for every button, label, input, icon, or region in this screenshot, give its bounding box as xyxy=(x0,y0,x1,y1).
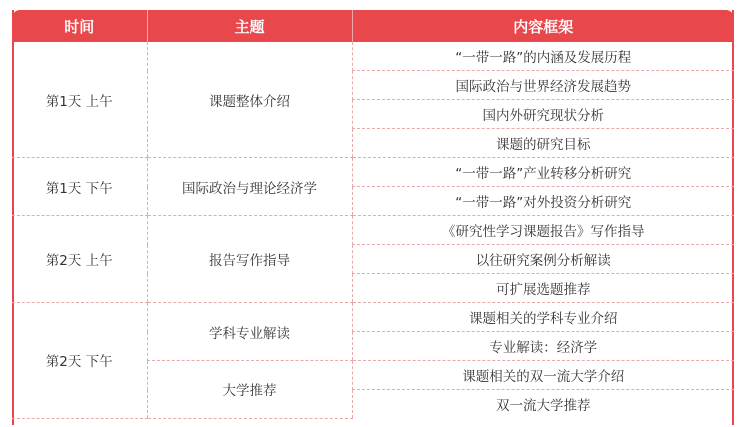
content-cell: 课题的研究目标 xyxy=(352,129,734,158)
table-row xyxy=(12,42,734,71)
header-content: 内容框架 xyxy=(352,10,734,42)
content-cell: 课题相关的学科专业介绍 xyxy=(352,303,734,332)
topic-cell: 大学推荐 xyxy=(147,361,352,419)
table-row xyxy=(12,303,734,332)
table-row xyxy=(12,158,734,187)
content-cell: 以往研究案例分析解读 xyxy=(352,245,734,274)
time-cell: 第1天 上午 xyxy=(12,42,147,158)
content-cell: 课题相关的双一流大学介绍 xyxy=(352,361,734,390)
header-time: 时间 xyxy=(12,10,147,42)
header-topic: 主题 xyxy=(147,10,352,42)
time-cell: 第2天 下午 xyxy=(12,303,147,419)
content-cell: 专业解读：经济学 xyxy=(352,332,734,361)
schedule-table xyxy=(12,10,734,419)
topic-cell: 课题整体介绍 xyxy=(147,42,352,158)
topic-cell: 学科专业解读 xyxy=(147,303,352,361)
topic-cell: 报告写作指导 xyxy=(147,216,352,303)
time-cell: 第1天 下午 xyxy=(12,158,147,216)
content-cell: “一带一路”对外投资分析研究 xyxy=(352,187,734,216)
content-cell: “一带一路”产业转移分析研究 xyxy=(352,158,734,187)
table-row xyxy=(12,216,734,245)
content-cell: 《研究性学习课题报告》写作指导 xyxy=(352,216,734,245)
content-cell: “一带一路”的内涵及发展历程 xyxy=(352,42,734,71)
topic-cell: 国际政治与理论经济学 xyxy=(147,158,352,216)
time-cell: 第2天 上午 xyxy=(12,216,147,303)
content-cell: 可扩展选题推荐 xyxy=(352,274,734,303)
table-header xyxy=(12,10,734,42)
content-cell: 双一流大学推荐 xyxy=(352,390,734,419)
content-cell: 国内外研究现状分析 xyxy=(352,100,734,129)
content-cell: 国际政治与世界经济发展趋势 xyxy=(352,71,734,100)
